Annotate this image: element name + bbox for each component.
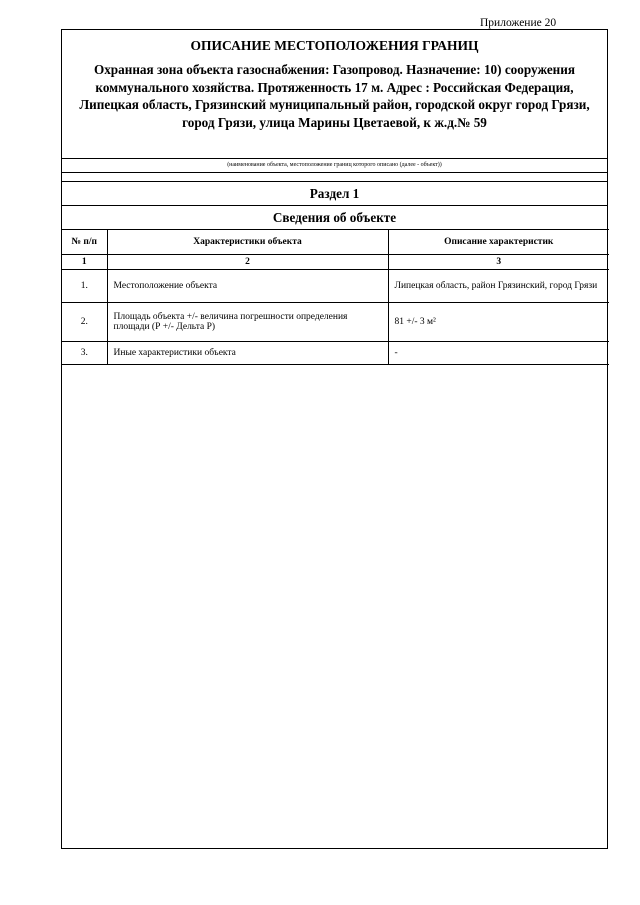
- appendix-label: Приложение 20: [480, 17, 557, 29]
- column-number: 3: [388, 255, 609, 270]
- row-characteristic: Местоположение объекта: [107, 270, 388, 303]
- table-header-row: [62, 230, 609, 255]
- section-heading: Раздел 1: [62, 181, 607, 205]
- row-number: 1.: [62, 270, 107, 303]
- object-caption: (наименование объекта, местоположение границ которого описано (далее - объект)): [62, 158, 607, 172]
- row-number: 2.: [62, 303, 107, 342]
- row-description: Липецкая область, район Грязинский, город Грязи: [388, 270, 609, 303]
- document-title: ОПИСАНИЕ МЕСТОПОЛОЖЕНИЯ ГРАНИЦ: [190, 38, 479, 53]
- table-row: [62, 342, 609, 365]
- table-row: [62, 303, 609, 342]
- column-number: 2: [107, 255, 388, 270]
- header-description: Описание характеристик: [388, 230, 609, 255]
- characteristics-table: [62, 229, 609, 365]
- column-number-row: [62, 255, 609, 270]
- table-row: [62, 270, 609, 303]
- header-characteristic: Характеристики объекта: [107, 230, 388, 255]
- row-description: 81 +/- 3 м²: [388, 303, 609, 342]
- subsection-heading: Сведения об объекте: [62, 205, 607, 229]
- column-number: 1: [62, 255, 107, 270]
- document-frame: [61, 29, 608, 849]
- header-number: № п/п: [62, 230, 107, 255]
- object-name: Охранная зона объекта газоснабжения: Газопровод. Назначение: 10) сооружения коммунального хозяйства. Протяженность 17 м. Адрес : Российская Федерация, Липецкая область, Грязинский муниципальный район, городской округ город Грязи, город Грязи, улица Марины Цветаевой, к ж.д.№ 59: [79, 62, 590, 130]
- row-characteristic: Площадь объекта +/- величина погрешности определения площади (Р +/- Дельта Р): [107, 303, 388, 342]
- row-characteristic: Иные характеристики объекта: [107, 342, 388, 365]
- row-number: 3.: [62, 342, 107, 365]
- row-description: -: [388, 342, 609, 365]
- spacer-row: [62, 172, 607, 181]
